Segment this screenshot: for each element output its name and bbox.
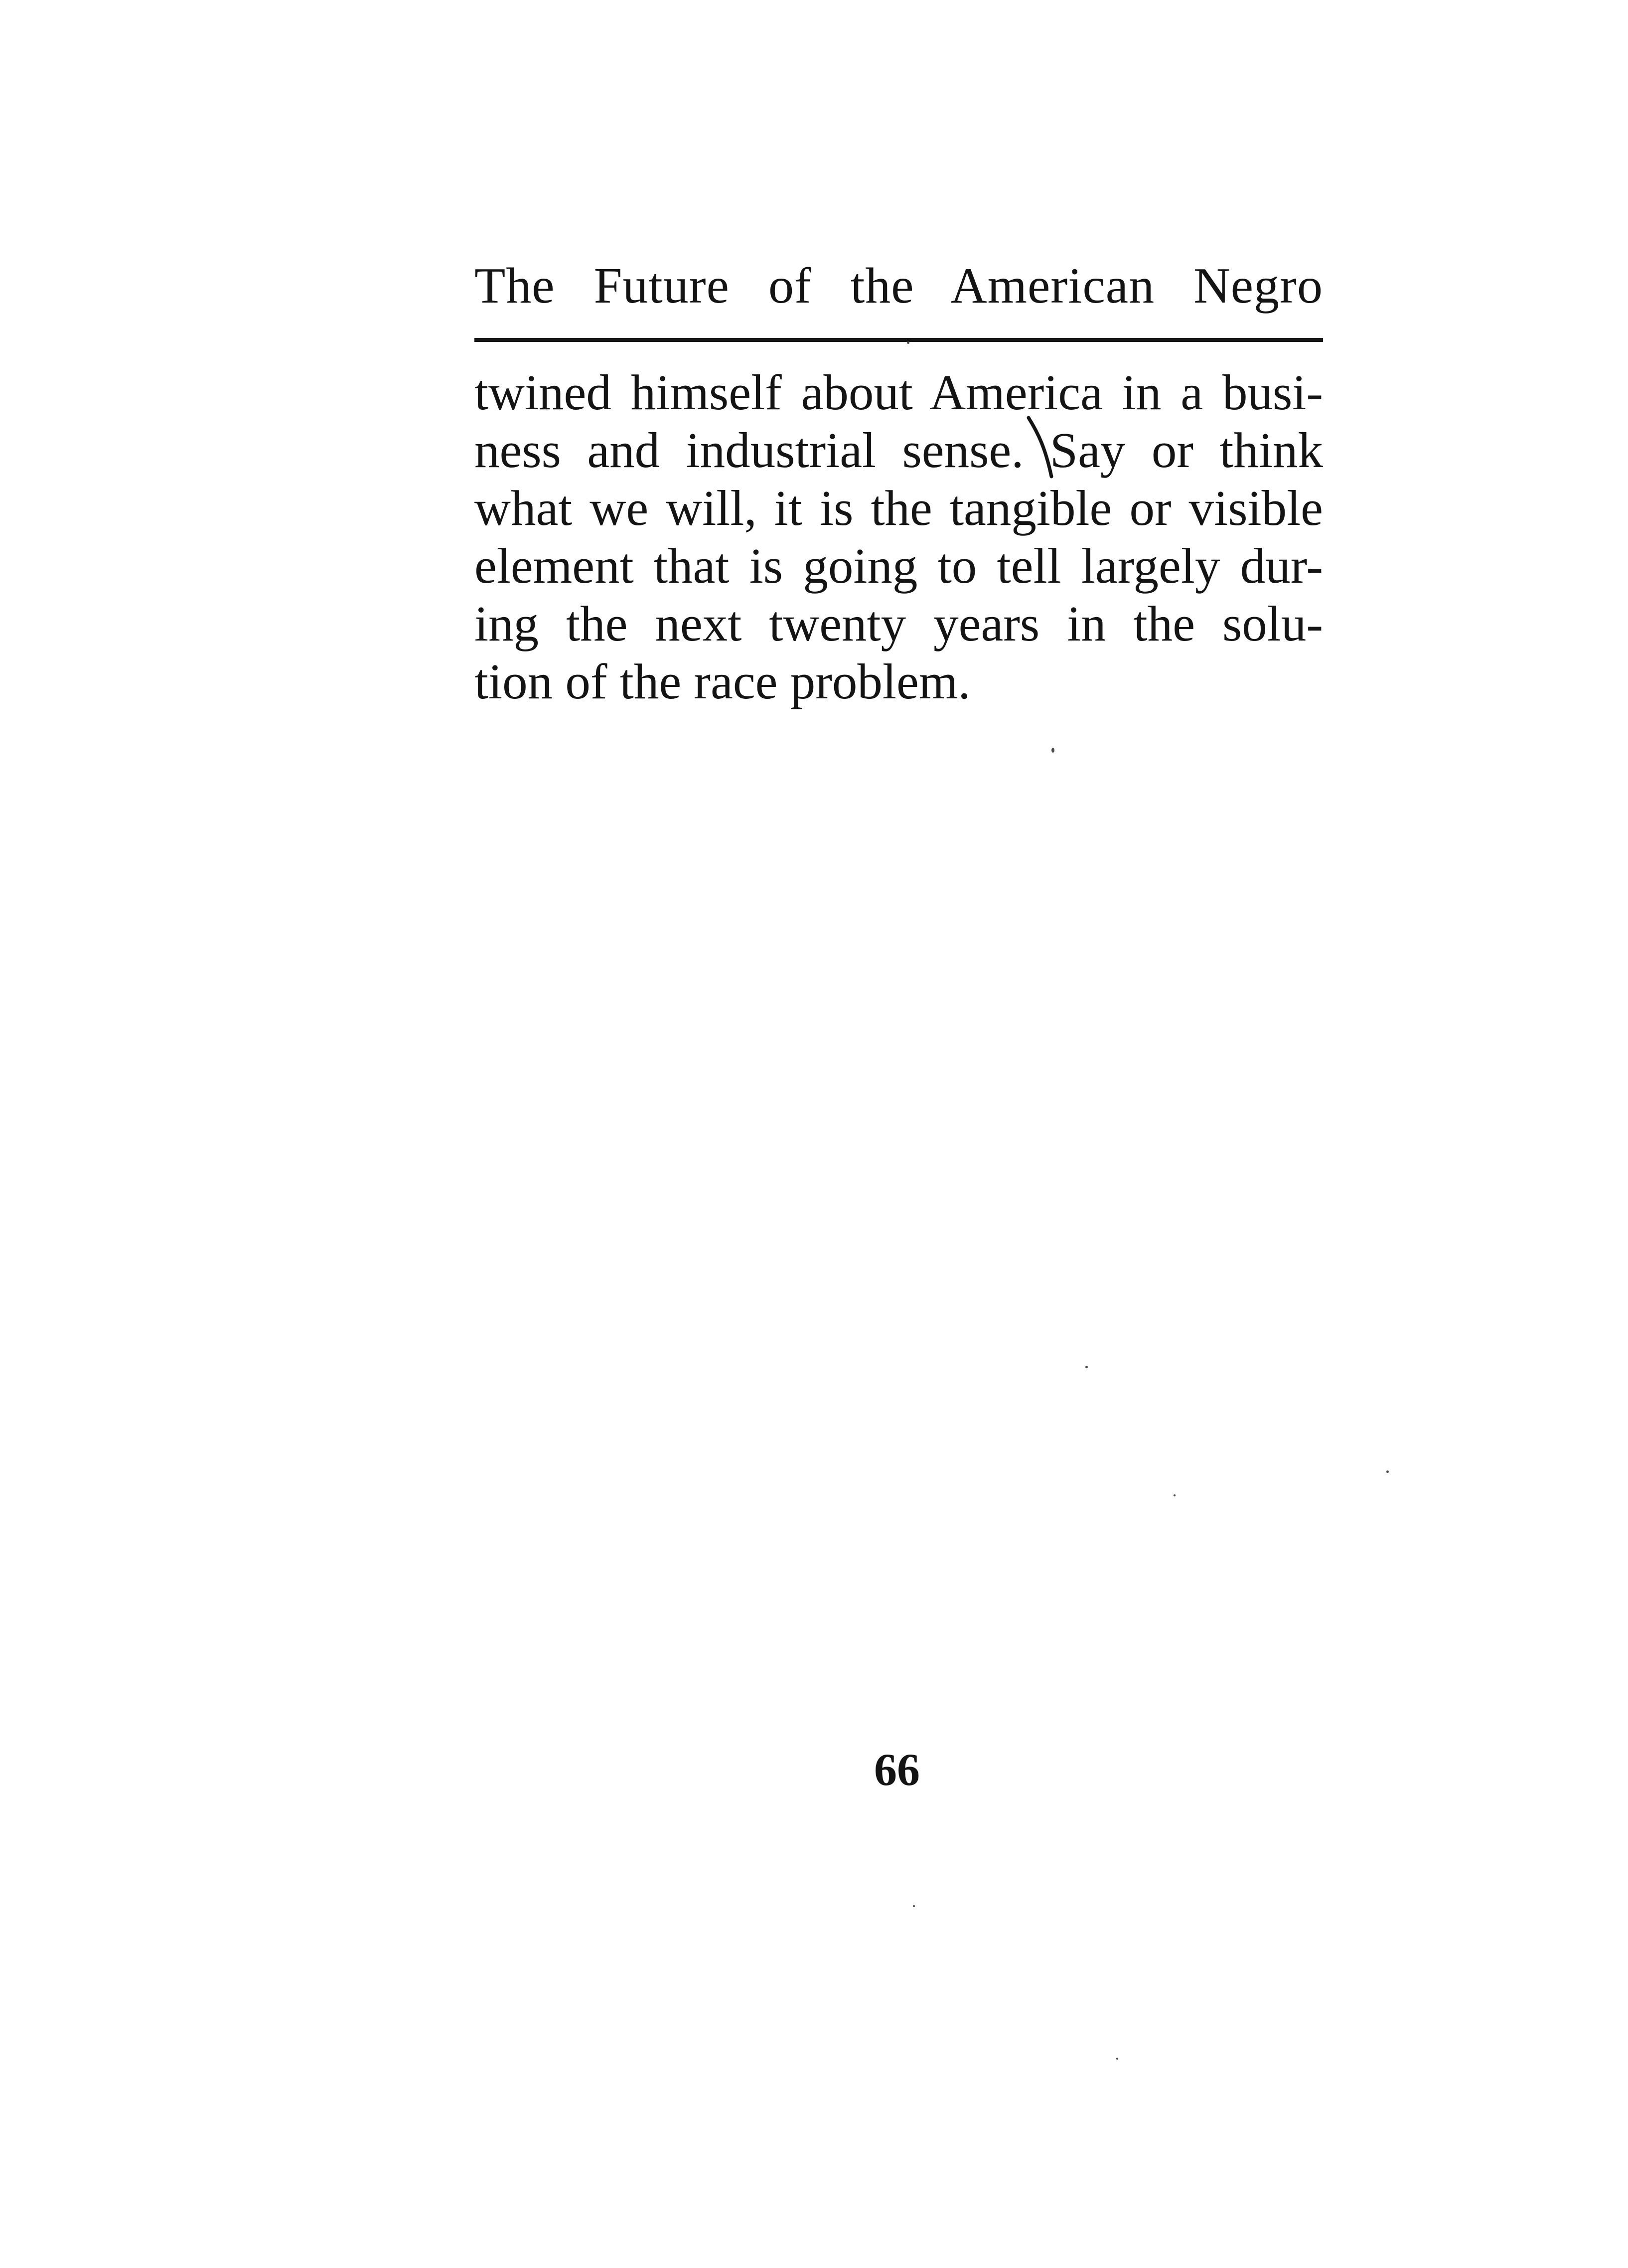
text-line: ness and industrial sense. Say or think — [474, 422, 1323, 478]
scan-speck — [1116, 2058, 1118, 2060]
body-text — [474, 363, 1323, 710]
text-line: tion of the race problem. — [474, 653, 971, 709]
text-line: ing the next twenty years in the solu- — [474, 596, 1323, 651]
scan-speck — [1174, 1494, 1176, 1496]
header-rule — [474, 338, 1323, 342]
text-line: what we will, it is the tangible or visible — [474, 480, 1323, 536]
running-head: The Future of the American Negro — [474, 258, 1323, 314]
pencil-mark — [1026, 414, 1060, 484]
page-number: 66 — [874, 1744, 920, 1795]
scan-speck — [1386, 1470, 1389, 1473]
scan-speck — [1051, 748, 1054, 753]
text-line: twined himself about America in a busi- — [474, 364, 1323, 420]
text-line: element that is going to tell largely dur- — [474, 538, 1323, 594]
scan-speck — [1085, 1366, 1088, 1368]
scan-speck — [913, 1905, 915, 1907]
scan-speck — [907, 341, 909, 344]
